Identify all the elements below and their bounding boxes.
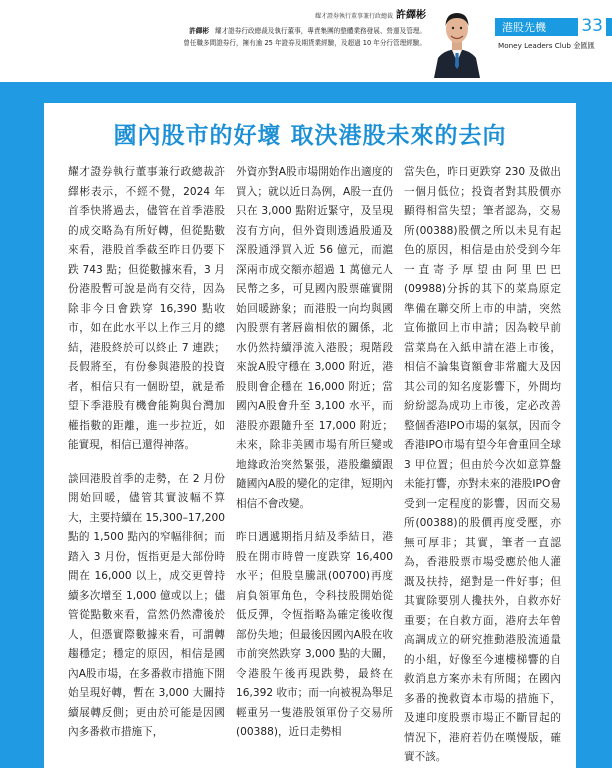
paragraph: 外資亦對A股市場開始作出適度的買入；就以近日為例，A股一直仍只在 3,000 點附近緊守，及呈現沒有方向，但外資則透過股通及深股通淨買入近 56 億元，而滬深兩市成交額亦超過 1 萬億元人民幣之多，可見國內股票確實開始回暖跡象；而港股一向均與國內股票有著唇齒相依的關係，北水仍然持續淨流入港股；現階段來說A股守穩在 3,000 附近，港股則會企穩在 16,000 附近；當國內A股會升至 3,100 水平，而港股亦跟隨升至 17,000 附近；未來，除非美國市場有所巨變或地緣政治突然緊張，港股繼續跟隨國內A股的變化的定律，短期內相信不會改變。 [236,166,393,510]
page-header [0,0,612,80]
paragraph: 談回港股首季的走勢，在 2 月份開始回暖，儘管其實波幅不算大，主要持續在 15,300–17,200 點的 1,500 點內的窄幅徘徊；而踏入 3 月份，恆指更是大部份時間在 16,000 以上，成交更曾持續多次增至 1,000 億或以上；儘管從點數來看，當然仍然滯後於人，但憑實際數據來看，可謂轉趨穩定；穩定的原因，相信是國內A股市場，在多番救市措施下開始呈現好轉，暫在 3,000 大關持續展轉反側；更由於可能是因國內多番救市措施下， [68,472,225,738]
author-bio-text-1: 耀才證券行政總裁及執行董事，專責集團的整體業務發展、營運及管理。 [215,27,426,35]
paragraph: 當失色，昨日更跌穿 230 及做出一個月低位；投資者對其股價亦顯得相當失望；筆者認為，交易所(00388)股價之所以未見有起色的原因，相信是由於受到今年一直寄予厚望由阿里巴巴(09988)分拆的其下的菜鳥原定準備在聯交所上市的申請，突然宣佈撤回上市申請；因為較早前當菜鳥在入紙申請在港上市後，相信不論集資額會非常龐大及因其公司的知名度影響下，外間均紛紛認為成功上市後，定必改善整個香港IPO市場的氣氛，因而令香港IPO市場有望今年會重回全球 3 甲位置；但由於今次如意算盤未能打響，亦對未來的港股IPO會受到一定程度的影響，因而交易所(00388)的股價再度受壓，亦無可厚非；其實，筆者一直認為，香港股票市場受應於他人灌溉及扶持，絕對是一件好事；但其實除要別人攙扶外，自救亦好重要；在自救方面，港府去年曾高調成立的研究推動港股流通量的小組，好像至今連樓梯響的自救消息方案亦未有所聞；在國內多番的挽救資本市場的措施下，及連印度股票市場正不斷冒起的情況下，港府若仍在嘆慢版，確實不該。 [404,166,561,763]
article-column-2 [236,163,393,757]
author-name: 許繹彬 [396,10,426,21]
author-block [86,8,426,48]
author-bio-line-2: 曾任職多間證券行，擁有逾 25 年證券及期貨業經驗，及超過 10 年分行管理經驗。 [183,39,426,47]
column-tag [495,18,612,51]
author-bio-line-1 [86,26,426,36]
author-role: 耀才證券執行董事兼行政總裁 [314,13,393,20]
author-photo [430,2,484,78]
article-column-1 [68,163,225,757]
article-title: 國內股市的好壞 取決港股未來的去向 [113,123,507,149]
paragraph: 耀才證券執行董事兼行政總裁許繹彬表示，不經不覺，2024 年首季快將過去，儘管在首季港股的成交略為有所好轉，但從點數來看，港股首季截至昨日仍要下跌 743 點；但從數據來看，3 月份港股暫可說是尚有交待，因為除非今日會跌穿 16,390 點收市，如在此水平以上作三月的總結，港股終於可以終止 7 連跌；長假將至，有份參與港股的投資者，相信只有一個盼望，就是希望下季港股有機會能夠與台灣加權指數的距離，進一步拉近，如能實現，相信已還得神落。 [68,166,225,451]
page-number: 33 [578,12,606,40]
column-tag-box [495,18,612,36]
author-title-row [86,8,426,24]
paragraph: 昨日遇遞期指月結及季結日，港股在開市時曾一度跌穿 16,400 水平；但股皇騰訊(00700)再度肩負領軍角色，令科技股開始從低反彈，令恆指略為確定後收復部份失地；但最後因國內A股在收市前突然跌穿 3,000 點的大關，令港股午後再現跌勢，最終在 16,392 收市；而一向被視為舉足輕重另一隻港股領軍份子交易所(00388)，近日走勢相 [236,531,393,738]
article-column-3 [404,163,561,782]
author-bio-name: 許繹彬 [189,27,209,35]
article-card [44,103,576,768]
column-title: 港股先機 [502,21,546,34]
column-subtitle: Money Leaders Club 金匯匯 [498,41,595,50]
